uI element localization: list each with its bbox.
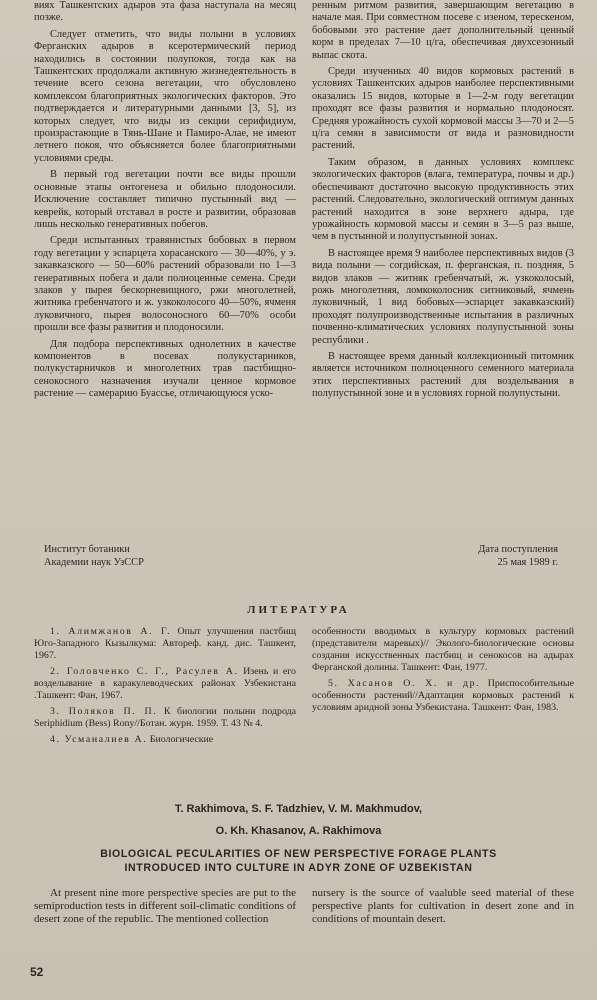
references-right [312, 626, 574, 750]
literature-heading: ЛИТЕРАТУРА [247, 604, 350, 616]
reference-text: Биологические [147, 734, 214, 745]
reference-author: 4. Усманалиев А. [50, 734, 148, 745]
paragraph: В настоящее время данный коллекционный питомник является источником полноценного семенного материала этих перспективных растений для возделывания в полупустынной зоне и в условиях горной полупустыни. [312, 350, 574, 400]
reference-item [34, 734, 296, 746]
abstract-left [34, 887, 296, 926]
english-title [0, 847, 597, 875]
paragraph: Следует отметить, что виды полыни в условиях Ферганских адыров в ксеротермический период находились в состоянии полупокоя, тогда как на Ташкентских продолжали активную жизнедеятельность в течение всего сезона вегетации, что обусловлено комплексом благоприятных экологических факторов. Это подтверждается и литературными данными [3, 5], из которых следует, что виды из секции серифидиум, произрастающие в Тянь-Шане и Памиро-Алае, не имеют летнего покоя, что объясняется более благоприятными условиями среды. [34, 28, 296, 164]
affiliation-block [44, 543, 564, 569]
reference-text: К биологии полыни подрода Seriphidium (Bess) Rony//Ботан. журн. 1959. Т. 43 № 4. [34, 706, 296, 729]
received-value: 25 мая 1989 г. [497, 557, 558, 568]
english-authors [0, 798, 597, 842]
reference-text: Опыт улучшения пастбищ Юго-Западного Кызылкума: Автореф. канд. дис. Ташкент, 1967. [34, 626, 296, 661]
reference-author: 5. Хасанов О. Х. и др. [328, 678, 481, 689]
paragraph: Среди испытанных травянистых бобовых в первом году вегетации у эспарцета хорасанского — 30—40%, у э. закавказского — 50—60% растений образовали по 1—3 генеративных побега и дали полноценные семена. Среди злаков у пырея бескорневищного, ржи многолетней, житняка гребенчатого и ж. узкоколосого 40—50%, ячменя луковичного, пырея волосоносного 60—70% особи прошли все фазы развития и плодоносили. [34, 235, 296, 334]
references [34, 626, 574, 750]
reference-author: 3. Поляков П. П. [50, 706, 158, 717]
paragraph: ренным ритмом развития, завершающим вегетацию в начале мая. При совместном посеве с изеном, терескеном, бобовыми это растение дает дополнительный ценный корм в пределах 7—10 ц/га, обеспечивая двухсезонный выпас скота. [312, 0, 574, 61]
paragraph: Для подбора перспективных однолетних в качестве компонентов в посевах полукустарников, полукустарничков и многолетних трав пастбищно-сенокосного назначения изучали ценное кормовое растение — самерарию Буассье, отличающуюся уско- [34, 338, 296, 400]
page-number: 52 [30, 965, 44, 979]
institution-line: Институт ботаники [44, 544, 130, 555]
right-column [312, 0, 574, 405]
reference-author: 1. Алимжанов А. Г. [50, 626, 172, 637]
abstract-text: nursery is the source of vaaluble seed material of these perspective plants for cultivation in desert zone and in conditions of mountain desert. [312, 887, 574, 925]
abstract-right [312, 887, 574, 926]
institution [44, 543, 144, 569]
authors-line: O. Kh. Khasanov, A. Rakhimova [215, 825, 382, 837]
references-left [34, 626, 296, 750]
received-date [478, 543, 558, 569]
paragraph: В первый год вегетации почти все виды прошли основные этапы онтогенеза и обильно плодоносили. Исключение составляет типично пустынный вид — кеврейк, который отставал в росте и развитии, образовав лишь несколько генеративных побегов. [34, 169, 296, 230]
reference-item [312, 678, 574, 714]
title-line: INTRODUCED INTO CULTURE IN ADYR ZONE OF UZBEKISTAN [124, 862, 473, 874]
english-abstract [34, 887, 574, 926]
paragraph: Среди изученных 40 видов кормовых растений в условиях Ташкентских адыров наиболее перспективными оказались 15 видов, которые в 1—2-м году вегетации проходят все фазы развития и нормально плодоносят. Средняя урожайность сухой кормовой массы 3—70 и 2—5 ц/га семян в зависимости от вида и разновидности растений. [312, 66, 574, 152]
reference-author: 2. Головченко С. Г., Расулев А. [50, 666, 239, 677]
article-body [34, 0, 574, 405]
authors-line: T. Rakhimova, S. F. Tadzhiev, V. M. Makhmudov, [174, 803, 423, 815]
reference-item [312, 626, 574, 674]
institution-line: Академии наук УзССР [44, 557, 144, 568]
paragraph: В настоящее время 9 наиболее перспективных видов (3 вида полыни — согдийская, п. ферганская, п. поздняя, 5 видов злаков — житняк гребенчатый, ж. узкоколосый, рожь многолетняя, ломкоколосник ситниковый, ячмень луковичный, 1 вид бобовых—эспарцет закавказский) проходят полупроизводственные испытания в различных почвенно-климатических условиях полупустынной зоны республики . [312, 247, 574, 346]
received-label: Дата поступления [478, 544, 558, 555]
reference-item [34, 666, 296, 702]
left-column [34, 0, 296, 405]
reference-text: особенности вводимых в культуру кормовых растений (представители маревых)// Эколого-биологические основы создания искусственных пастбищ и сенокосов на адырах Ферганской долины. Ташкент: Фан, 1977. [312, 626, 574, 673]
reference-item [34, 706, 296, 730]
reference-text: Приспособительные особенности растений//Адаптация кормовых растений к условиям аридной зоны Узбекистана. Ташкент: Фан, 1983. [312, 678, 574, 713]
paragraph: виях Ташкентских адыров эта фаза наступала на месяц позже. [34, 0, 296, 24]
paragraph: Таким образом, в данных условиях комплекс экологических факторов (влага, температура, почвы и др.) обеспечивают достаточно высокую продуктивность этих растений. Следовательно, экологический оптимум данных растений находится в зоне верхнего адыра, где урожайность кормовой массы и семян в 3—5 раз выше, чем в пустынной и полупустынной зонах. [312, 156, 574, 243]
reference-item [34, 626, 296, 662]
reference-text: Изень и его возделывание в каракулеводческих районах Узбекистана .Ташкент: Фан, 1967. [34, 666, 296, 701]
title-line: BIOLOGICAL PECULARITIES OF NEW PERSPECTIVE FORAGE PLANTS [100, 848, 497, 860]
abstract-text: At present nine more perspective species are put to the semiproduction tests in different soil-climatic conditions of desert zone of the republic. The mentioned collection [34, 887, 296, 925]
